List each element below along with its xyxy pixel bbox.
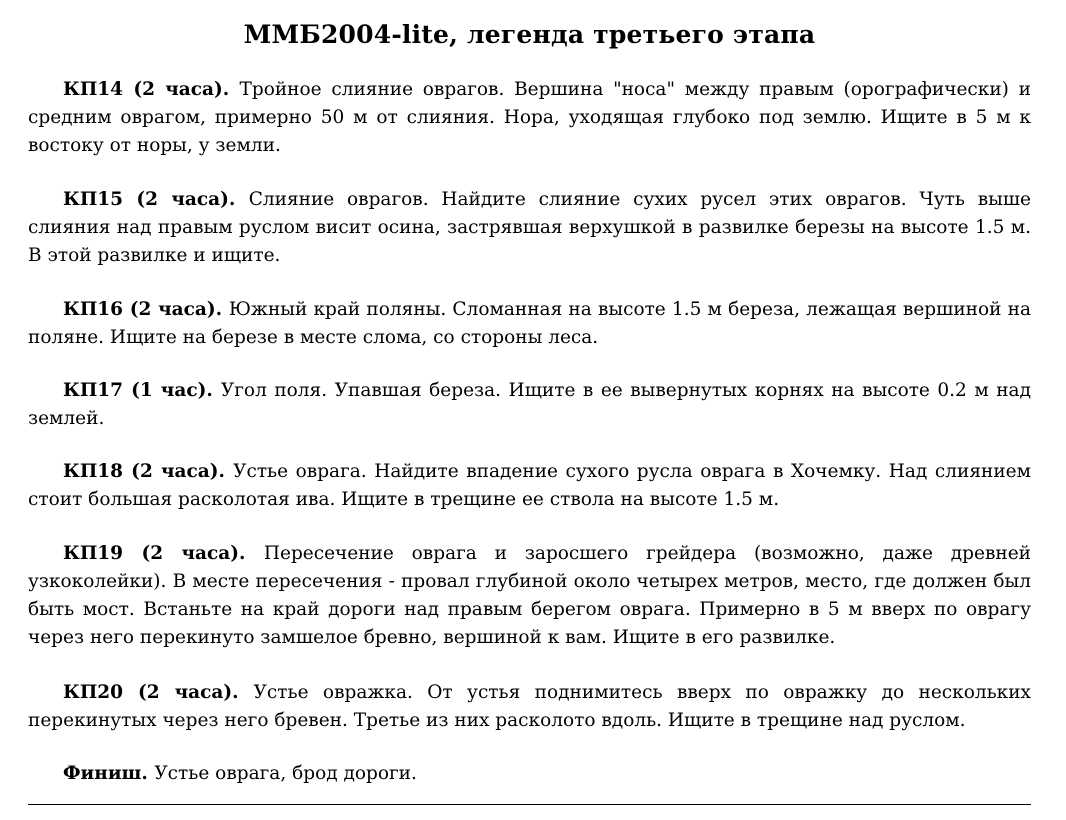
checkpoint-description: Угол поля. Упавшая береза. Ищите в ее вывернутых корнях на высоте 0.2 м над землей. (28, 380, 1031, 429)
checkpoint-heading: КП17 (1 час). (63, 380, 213, 401)
checkpoint-heading: КП19 (2 часа). (63, 543, 246, 564)
bottom-divider (28, 804, 1031, 805)
checkpoint-kp15 (28, 186, 1031, 270)
checkpoint-description: Тройное слияние оврагов. Вершина "носа" между правым (орографически) и средним оврагом, примерно 50 м от слияния. Нора, уходящая глубоко под землю. Ищите в 5 м к востоку от норы, у земли. (28, 79, 1031, 156)
checkpoint-kp20 (28, 679, 1031, 735)
checkpoint-kp14 (28, 76, 1031, 160)
checkpoint-kp19 (28, 540, 1031, 652)
checkpoint-description: Пересечение оврага и заросшего грейдера (возможно, даже древней узкоколейки). В месте пересечения - провал глубиной около четырех метров, место, где должен был быть мост. Встаньте на край дороги над правым берегом оврага. Примерно в 5 м вверх по оврагу через него перекинуто замшелое бревно, вершиной к вам. Ищите в его развилке. (28, 543, 1031, 648)
document-title: ММБ2004-lite, легенда третьего этапа (243, 20, 816, 49)
checkpoint-heading: КП16 (2 часа). (63, 299, 223, 320)
checkpoint-kp18 (28, 458, 1031, 514)
checkpoint-heading: КП20 (2 часа). (63, 682, 239, 703)
checkpoint-description: Устье оврага, брод дороги. (154, 763, 417, 784)
checkpoint-description: Устье овражка. От устья поднимитесь вверх по овражку до нескольких перекинутых через него бревен. Третье из них расколото вдоль. Ищите в трещине над руслом. (28, 682, 1031, 731)
checkpoint-description: Слияние оврагов. Найдите слияние сухих русел этих оврагов. Чуть выше слияния над правым руслом висит осина, застрявшая верхушкой в развилке березы на высоте 1.5 м. В этой развилке и ищите. (28, 189, 1031, 266)
checkpoint-heading: КП15 (2 часа). (63, 189, 236, 210)
checkpoint-kp17 (28, 377, 1031, 433)
checkpoint-heading: КП14 (2 часа). (63, 79, 230, 100)
checkpoint-finish (28, 760, 1031, 788)
checkpoint-description: Южный край поляны. Сломанная на высоте 1.5 м береза, лежащая вершиной на поляне. Ищите на березе в месте слома, со стороны леса. (28, 299, 1031, 348)
checkpoint-kp16 (28, 296, 1031, 352)
checkpoint-heading: КП18 (2 часа). (63, 461, 225, 482)
checkpoint-heading: Финиш. (63, 763, 148, 784)
checkpoint-description: Устье оврага. Найдите впадение сухого русла оврага в Хочемку. Над слиянием стоит большая расколотая ива. Ищите в трещине ее ствола на высоте 1.5 м. (28, 461, 1031, 510)
